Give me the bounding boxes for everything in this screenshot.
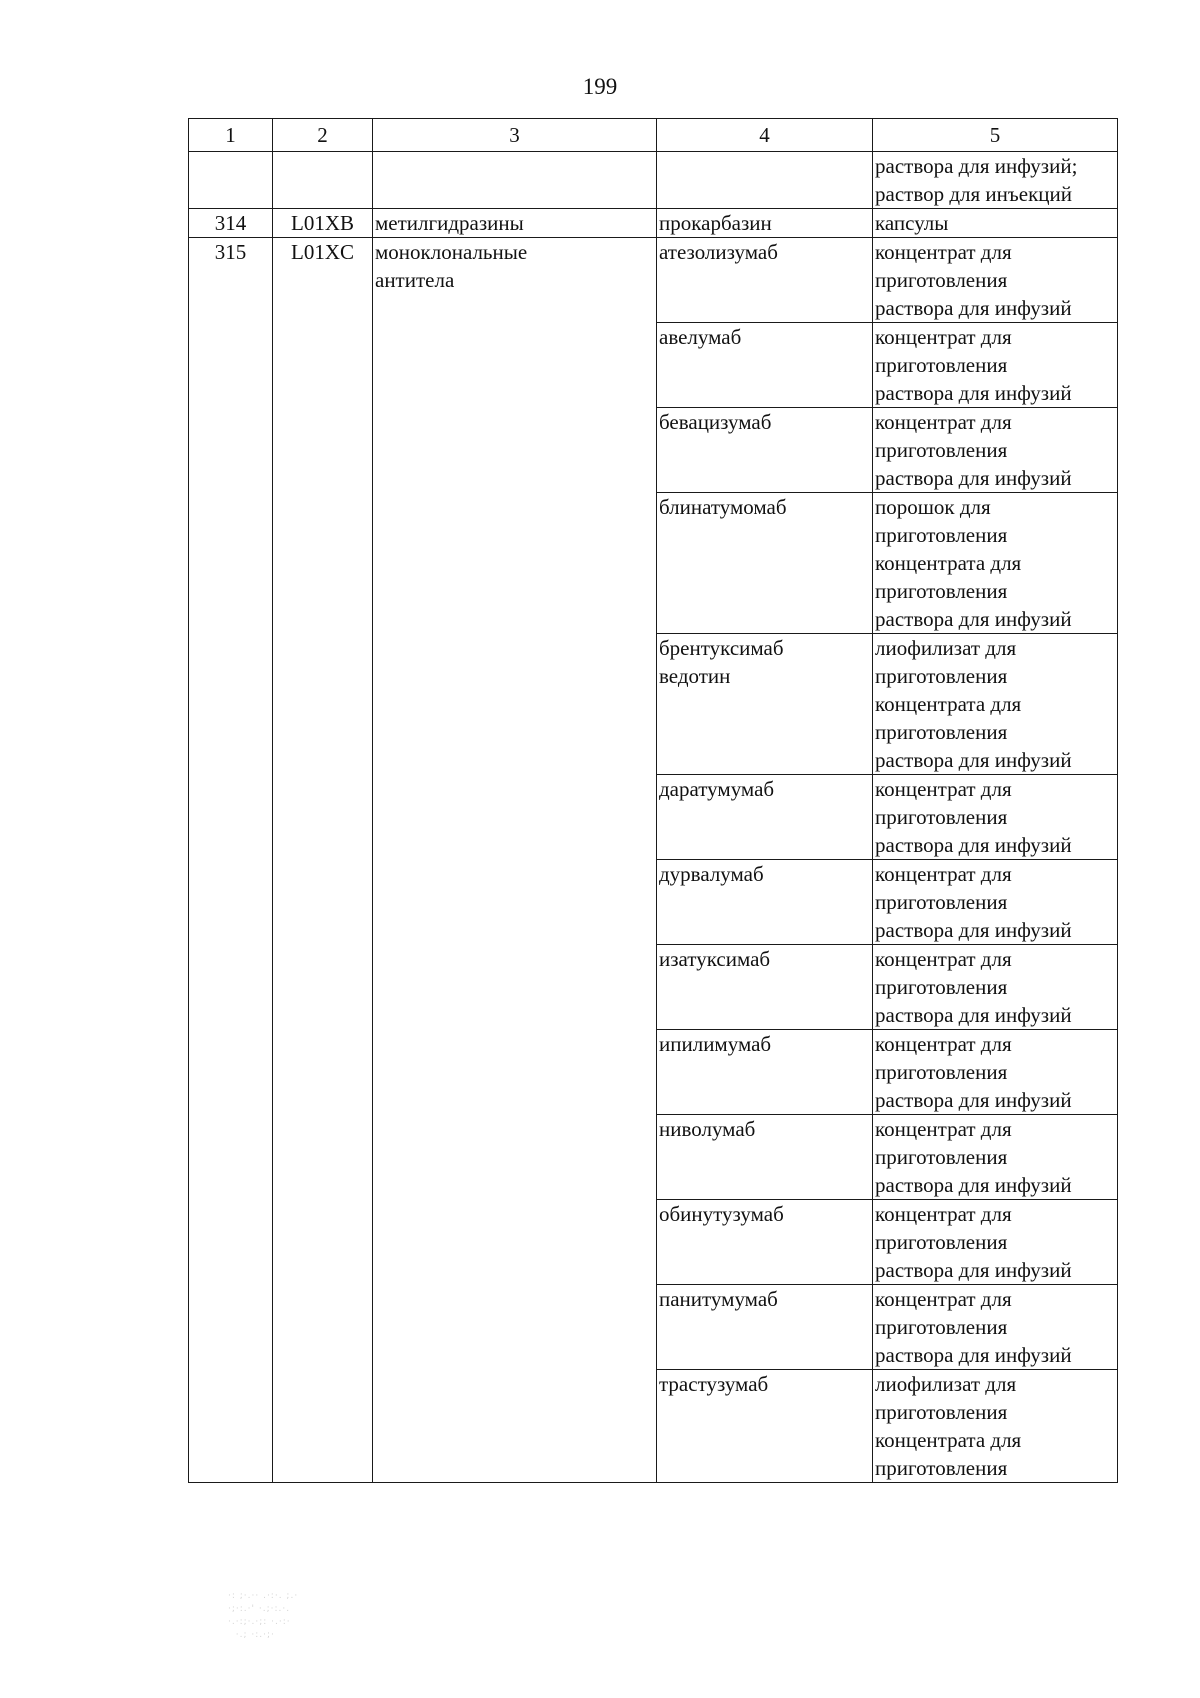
row-number-cell — [189, 152, 273, 209]
atc-code-cell — [273, 152, 373, 209]
group-text: моноклональные антитела — [375, 240, 528, 292]
substance-cell — [657, 1115, 873, 1200]
group-cell — [373, 238, 657, 1483]
dosage-form-cell — [873, 323, 1118, 408]
group-cell: метилгидразины — [373, 209, 657, 238]
substance-cell — [657, 945, 873, 1030]
dosage-form-cell — [873, 1285, 1118, 1370]
table-row — [189, 209, 1118, 238]
dosage-form-cell — [873, 860, 1118, 945]
header-row — [189, 119, 1118, 152]
dosage-form-text: концентрат для приготовления раствора для инфузий — [875, 862, 1072, 942]
substance-text: авелумаб — [659, 325, 742, 349]
substance-cell — [657, 1285, 873, 1370]
substance-cell — [657, 493, 873, 634]
dosage-form-text: концентрат для приготовления раствора для инфузий — [875, 410, 1072, 490]
dosage-form-cell — [873, 1030, 1118, 1115]
substance-text: даратумумаб — [659, 777, 775, 801]
header-cell: 2 — [273, 119, 373, 152]
dosage-form-text: концентрат для приготовления раствора для инфузий — [875, 1202, 1072, 1282]
table-row — [189, 238, 1118, 323]
substance-cell — [657, 1030, 873, 1115]
substance-text: панитумумаб — [659, 1287, 778, 1311]
substance-text: обинутузумаб — [659, 1202, 784, 1226]
substance-cell — [657, 408, 873, 493]
substance-text: блинатумомаб — [659, 495, 787, 519]
atc-code-cell: L01XB — [273, 209, 373, 238]
dosage-form-cell — [873, 1370, 1118, 1483]
substance-cell — [657, 775, 873, 860]
dosage-form-text: раствора для инфузий; раствор для инъекций — [875, 154, 1078, 206]
substance-text: ипилимумаб — [659, 1032, 772, 1056]
dosage-form-text: концентрат для приготовления раствора для инфузий — [875, 777, 1072, 857]
header-cell: 5 — [873, 119, 1118, 152]
substance-cell — [657, 238, 873, 323]
dosage-form-text: лиофилизат для приготовления концентрата для приготовления — [875, 1372, 1022, 1480]
header-cell: 1 — [189, 119, 273, 152]
substance-cell — [657, 152, 873, 209]
substance-cell: прокарбазин — [657, 209, 873, 238]
header-cell: 3 — [373, 119, 657, 152]
dosage-form-text: лиофилизат для приготовления концентрата для приготовления раствора для инфузий — [875, 636, 1072, 772]
dosage-form-text: концентрат для приготовления раствора для инфузий — [875, 1032, 1072, 1112]
dosage-form-cell — [873, 408, 1118, 493]
row-number-cell: 314 — [189, 209, 273, 238]
substance-cell — [657, 860, 873, 945]
atc-code-cell: L01XC — [273, 238, 373, 1483]
substance-text: трастузумаб — [659, 1372, 769, 1396]
substance-text: атезолизумаб — [659, 240, 778, 264]
substance-cell — [657, 323, 873, 408]
drug-table — [188, 118, 1118, 1483]
continuation-row — [189, 152, 1118, 209]
header-cell: 4 — [657, 119, 873, 152]
substance-cell — [657, 634, 873, 775]
dosage-form-text: концентрат для приготовления раствора для инфузий — [875, 240, 1072, 320]
dosage-form-cell — [873, 493, 1118, 634]
dosage-form-cell — [873, 1200, 1118, 1285]
substance-text: дурвалумаб — [659, 862, 764, 886]
faded-stamp: ·: ;·.·· .·:·. ;.· ·;·:.·' ·.;·:.·. ·.·:;·.·;: ·.·:· ·.; ·:.·;· — [228, 1591, 299, 1640]
substance-text: ниволумаб — [659, 1117, 756, 1141]
page-number: 199 — [582, 74, 618, 99]
dosage-form-text: концентрат для приготовления раствора для инфузий — [875, 947, 1072, 1027]
substance-cell — [657, 1200, 873, 1285]
group-cell — [373, 152, 657, 209]
dosage-form-cell: капсулы — [873, 209, 1118, 238]
row-number-cell: 315 — [189, 238, 273, 1483]
substance-text: бевацизумаб — [659, 410, 772, 434]
dosage-form-cell — [873, 1115, 1118, 1200]
substance-cell — [657, 1370, 873, 1483]
dosage-form-text: концентрат для приготовления раствора для инфузий — [875, 1117, 1072, 1197]
dosage-form-text: концентрат для приготовления раствора для инфузий — [875, 325, 1072, 405]
dosage-form-text: концентрат для приготовления раствора для инфузий — [875, 1287, 1072, 1367]
dosage-form-cell — [873, 634, 1118, 775]
dosage-form-cell — [873, 775, 1118, 860]
dosage-form-cell — [873, 152, 1118, 209]
substance-text: брентуксимаб ведотин — [659, 636, 784, 688]
substance-text: изатуксимаб — [659, 947, 771, 971]
dosage-form-cell — [873, 945, 1118, 1030]
dosage-form-cell — [873, 238, 1118, 323]
dosage-form-text: порошок для приготовления концентрата для приготовления раствора для инфузий — [875, 495, 1072, 631]
